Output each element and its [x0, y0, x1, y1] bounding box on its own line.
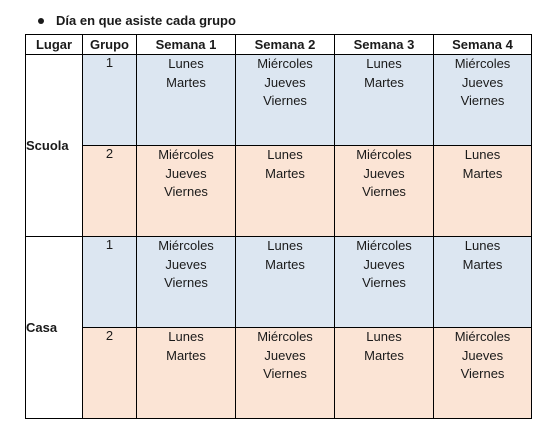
day-label: Viernes [263, 93, 307, 108]
week-2-cell [236, 328, 335, 419]
day-label: Lunes [267, 238, 303, 253]
header-semana-1: Semana 1 [137, 35, 236, 55]
day-label: Viernes [460, 366, 505, 381]
day-label: Miércoles [356, 238, 412, 253]
day-label: Jueves [264, 74, 306, 90]
header-row [26, 35, 532, 55]
day-label: Martes [265, 256, 305, 272]
day-label: Martes [462, 256, 503, 272]
day-label: Jueves [363, 256, 405, 272]
schedule-heading [38, 10, 236, 30]
header-lugar: Lugar [26, 35, 83, 55]
day-label: Viernes [164, 184, 208, 199]
day-label: Lunes [168, 329, 204, 344]
table-row [26, 328, 532, 419]
day-label: Lunes [464, 147, 501, 162]
week-3-cell [335, 237, 434, 328]
day-label: Martes [462, 165, 503, 181]
week-2-cell [236, 146, 335, 237]
day-label: Miércoles [158, 147, 214, 162]
place-cell: Casa [26, 237, 83, 419]
bullet-icon [38, 18, 44, 24]
day-label: Lunes [366, 56, 402, 71]
day-label: Martes [166, 347, 206, 363]
day-label: Miércoles [158, 238, 214, 253]
week-3-cell [335, 55, 434, 146]
day-label: Jueves [461, 74, 504, 90]
day-label: Viernes [164, 275, 208, 290]
header-semana-4: Semana 4 [434, 35, 532, 55]
day-label: Jueves [165, 165, 207, 181]
day-label: Viernes [460, 93, 505, 108]
group-cell: 1 [83, 237, 137, 328]
day-label: Jueves [363, 165, 405, 181]
header-semana-3: Semana 3 [335, 35, 434, 55]
week-1-cell [137, 55, 236, 146]
week-3-cell [335, 328, 434, 419]
week-2-cell [236, 55, 335, 146]
day-label: Jueves [264, 347, 306, 363]
group-cell: 1 [83, 55, 137, 146]
day-label: Martes [364, 74, 404, 90]
header-semana-2: Semana 2 [236, 35, 335, 55]
week-4-cell [434, 55, 532, 146]
day-label: Miércoles [454, 329, 511, 344]
day-label: Martes [364, 347, 404, 363]
week-3-cell [335, 146, 434, 237]
table-row [26, 55, 532, 146]
header-grupo: Grupo [83, 35, 137, 55]
schedule-heading-text: Día en que asiste cada grupo [56, 12, 236, 28]
day-label: Viernes [362, 275, 406, 290]
day-label: Lunes [464, 238, 501, 253]
table-row [26, 237, 532, 328]
week-1-cell [137, 237, 236, 328]
day-label: Viernes [362, 184, 406, 199]
day-label: Jueves [165, 256, 207, 272]
day-label: Miércoles [257, 329, 313, 344]
day-label: Miércoles [454, 56, 511, 71]
day-label: Miércoles [356, 147, 412, 162]
day-label: Miércoles [257, 56, 313, 71]
day-label: Martes [265, 165, 305, 181]
day-label: Lunes [168, 56, 204, 71]
day-label: Lunes [366, 329, 402, 344]
group-cell: 2 [83, 328, 137, 419]
week-2-cell [236, 237, 335, 328]
week-4-cell [434, 328, 532, 419]
place-cell: Scuola [26, 55, 83, 237]
day-label: Lunes [267, 147, 303, 162]
week-1-cell [137, 328, 236, 419]
week-1-cell [137, 146, 236, 237]
table-row [26, 146, 532, 237]
schedule-table [25, 34, 532, 419]
day-label: Jueves [461, 347, 504, 363]
day-label: Martes [166, 74, 206, 90]
week-4-cell [434, 237, 532, 328]
day-label: Viernes [263, 366, 307, 381]
schedule-body [26, 55, 532, 419]
week-4-cell [434, 146, 532, 237]
group-cell: 2 [83, 146, 137, 237]
